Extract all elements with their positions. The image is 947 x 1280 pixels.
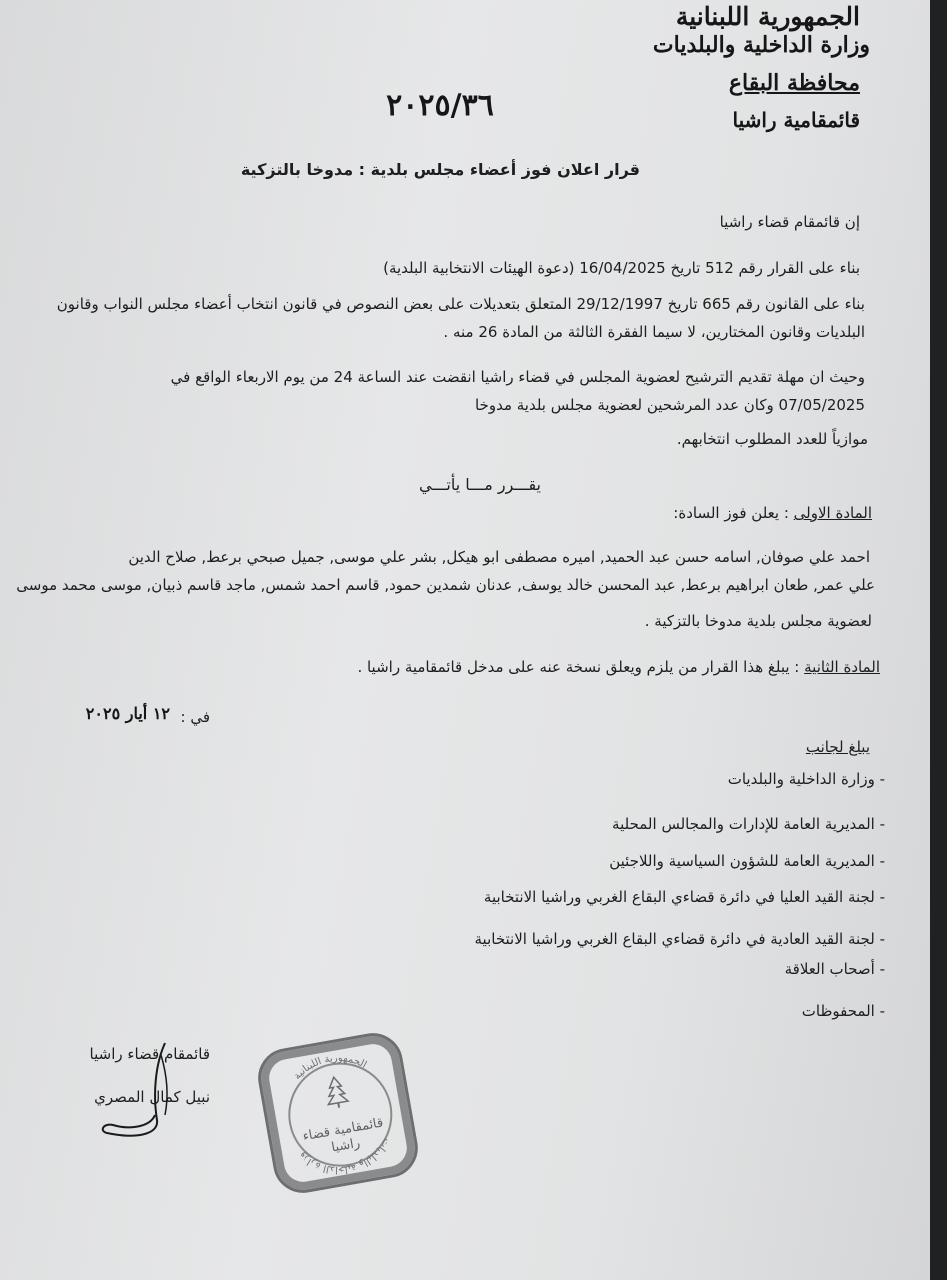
header-ministry: وزارة الداخلية والبلديات xyxy=(652,32,870,58)
date-value: ١٢ أيار ٢٠٢٥ xyxy=(85,704,170,723)
stamp-arc-top: الجمهورية اللبنانية xyxy=(291,1052,369,1082)
signature-title: قائمقام قضاء راشيا xyxy=(89,1045,210,1063)
paragraph-law-665-line2: البلديات وقانون المختارين، لا سيما الفقرة الثالثة من المادة 26 منه . xyxy=(443,323,865,341)
distribution-item: - المديرية العامة للشؤون السياسية واللاجئين xyxy=(609,852,885,870)
paragraph-deadline-line3: موازياً للعدد المطلوب انتخابهم. xyxy=(676,430,868,448)
distribution-item: - لجنة القيد العادية في دائرة قضاءي البقاع الغربي وراشيا الانتخابية xyxy=(474,930,885,948)
official-stamp xyxy=(253,1028,422,1197)
distribution-item: - المحفوظات xyxy=(801,1002,885,1020)
stamp-arc-bottom: وزارة الداخلية والبلديات xyxy=(296,1136,393,1176)
decision-title: قرار اعلان فوز أعضاء مجلس بلدية : مدوخا بالتزكية xyxy=(240,160,640,179)
distribution-item: - المديرية العامة للإدارات والمجالس المحلية xyxy=(612,815,885,833)
distribution-heading: يبلغ لجانب xyxy=(805,738,870,756)
header-republic: الجمهورية اللبنانية xyxy=(675,2,860,31)
date-prefix: في : xyxy=(180,708,210,726)
article-2-text: : يبلغ هذا القرار من يلزم ويعلق نسخة عنه على مدخل قائمقامية راشيا . xyxy=(357,658,805,676)
distribution-item: - وزارة الداخلية والبلديات xyxy=(727,770,885,788)
reference-number: ٢٠٢٥/٣٦ xyxy=(386,88,494,123)
article-1-heading xyxy=(600,504,872,522)
header-governorate: محافظة البقاع xyxy=(728,70,860,96)
stamp-arc-text xyxy=(257,1032,419,1194)
paragraph-law-665-line1: بناء على القانون رقم 665 تاريخ 29/12/1997 المتعلق بتعديلات على بعض النصوص في قانون انتخاب أعضاء مجلس النواب وقانون xyxy=(56,295,865,313)
paragraph-deadline-line1: وحيث ان مهلة تقديم الترشيح لعضوية المجلس في قضاء راشيا انقضت عند الساعة 24 من يوم الاربعاء الواقع في xyxy=(170,368,865,386)
svg-text:الجمهورية اللبنانية xyxy=(289,1047,369,1083)
handwritten-signature xyxy=(95,1035,175,1145)
distribution-item: - أصحاب العلاقة xyxy=(784,960,885,978)
paragraph-deadline-line2: 07/05/2025 وكان عدد المرشحين لعضوية مجلس بلدية مدوخا xyxy=(474,396,865,414)
article-1-text: : يعلن فوز السادة: xyxy=(673,504,794,522)
article-2-heading xyxy=(357,658,880,676)
stamp-center-text: قائمقامية قضاء راشيا xyxy=(301,1115,385,1156)
decides-heading: يقـــرر مـــا يأتـــي xyxy=(418,475,542,494)
article-1-label: المادة الاولى xyxy=(793,504,872,522)
header-district: قائمقامية راشيا xyxy=(732,108,860,132)
winners-names-line2: علي عمر, طعان ابراهيم برعط, عبد المحسن خالد يوسف, عدنان شمدين حمود, قاسم احمد شمس, ماجد قاسم ذبيان, موسى محمد موسى xyxy=(16,576,875,594)
distribution-item: - لجنة القيد العليا في دائرة قضاءي البقاع الغربي وراشيا الانتخابية xyxy=(483,888,885,906)
article-2-label: المادة الثانية xyxy=(804,658,880,676)
winners-names-line3: لعضوية مجلس بلدية مدوخا بالتزكية . xyxy=(644,612,872,630)
winners-names-line1: احمد علي صوفان, اسامه حسن عبد الحميد, اميره مصطفى ابو هيكل, بشر علي موسى, جميل صبحي برعط, صلاح الدين xyxy=(128,548,870,566)
background-edge xyxy=(930,0,947,1280)
intro-line: إن قائمقام قضاء راشيا xyxy=(719,213,860,231)
svg-text:وزارة الداخلية والبلديات xyxy=(295,1135,396,1183)
paragraph-decision-512: بناء على القرار رقم 512 تاريخ 16/04/2025 (دعوة الهيئات الانتخابية البلدية) xyxy=(383,259,860,277)
signature-name: نبيل كمال المصري xyxy=(94,1088,210,1106)
